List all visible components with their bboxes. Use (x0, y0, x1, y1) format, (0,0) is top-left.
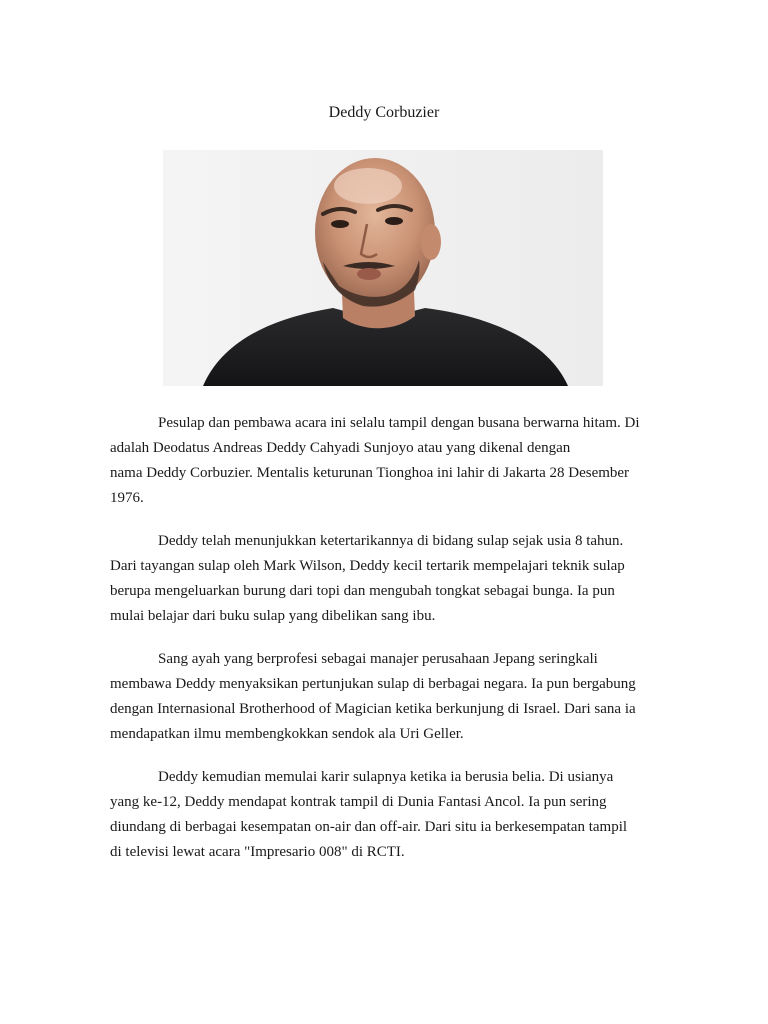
paragraph-line: Pesulap dan pembawa acara ini selalu tampil dengan busana berwarna hitam. Di (158, 415, 640, 431)
paragraph-line: adalah Deodatus Andreas Deddy Cahyadi Sunjoyo atau yang dikenal dengan (110, 440, 571, 456)
paragraph-1 (110, 411, 658, 511)
document-title: Deddy Corbuzier (328, 104, 440, 121)
paragraph-line: Sang ayah yang berprofesi sebagai manajer perusahaan Jepang seringkali (158, 651, 598, 667)
body-text (110, 411, 658, 883)
paragraph-line: diundang di berbagai kesempatan on-air dan off-air. Dari situ ia berkesempatan tampil (110, 819, 628, 835)
paragraph-3 (110, 647, 658, 747)
paragraph-line: dengan Internasional Brotherhood of Magician ketika berkunjung di Israel. Dari sana ia (110, 701, 636, 717)
paragraph-line: Dari tayangan sulap oleh Mark Wilson, Deddy kecil tertarik mempelajari teknik sulap (110, 558, 625, 574)
paragraph-line: di televisi lewat acara "Impresario 008" di RCTI. (110, 844, 405, 860)
paragraph-line: Deddy telah menunjukkan ketertarikannya di bidang sulap sejak usia 8 tahun. (158, 533, 624, 549)
paragraph-line: Deddy kemudian memulai karir sulapnya ketika ia berusia belia. Di usianya (158, 769, 614, 785)
paragraph-4 (110, 765, 658, 865)
paragraph-line: yang ke-12, Deddy mendapat kontrak tampil di Dunia Fantasi Ancol. Ia pun sering (110, 794, 607, 810)
paragraph-2 (110, 529, 658, 629)
paragraph-line: mulai belajar dari buku sulap yang dibelikan sang ibu. (110, 608, 436, 624)
portrait-photo (163, 150, 603, 386)
paragraph-line: mendapatkan ilmu membengkokkan sendok ala Uri Geller. (110, 726, 464, 742)
paragraph-line: membawa Deddy menyaksikan pertunjukan sulap di berbagai negara. Ia pun bergabung (110, 676, 636, 692)
paragraph-line: nama Deddy Corbuzier. Mentalis keturunan Tionghoa ini lahir di Jakarta 28 Desember (110, 465, 630, 481)
paragraph-line: 1976. (110, 490, 144, 506)
paragraph-line: berupa mengeluarkan burung dari topi dan mengubah tongkat sebagai bunga. Ia pun (110, 583, 615, 599)
